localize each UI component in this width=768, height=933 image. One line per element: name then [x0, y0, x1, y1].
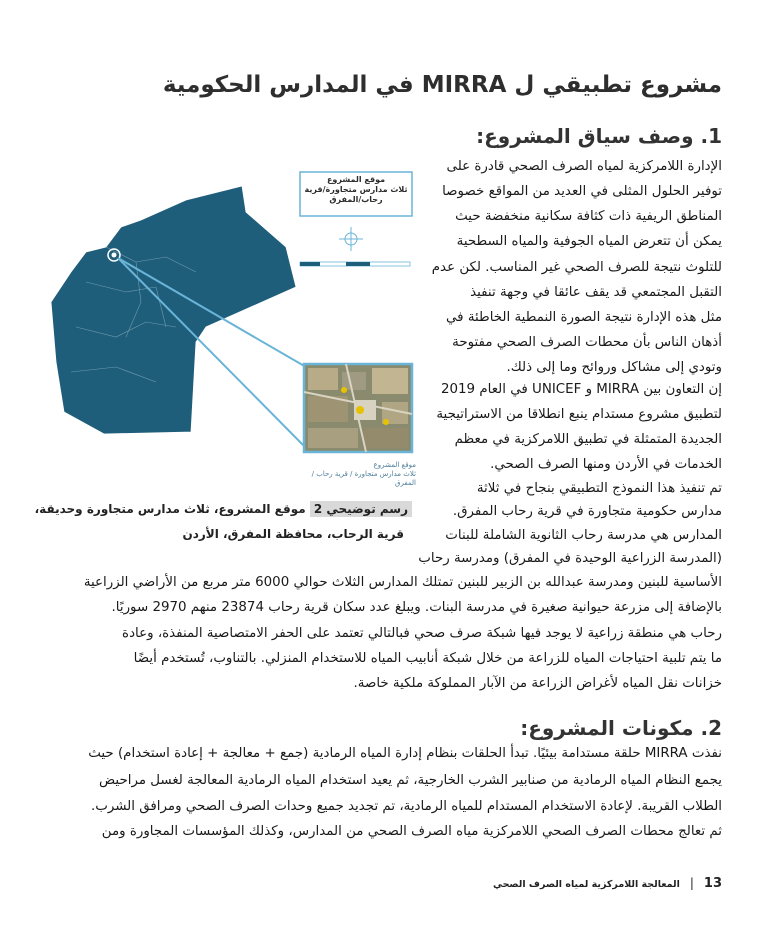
section-1-heading: 1. وصف سياق المشروع:	[476, 124, 722, 148]
figure-label-badge: رسم توضيحي 2	[310, 501, 412, 517]
section-2-line: الطلاب القريبة. لإعادة الاستخدام المستدام للمياه الرمادية، تم تجديد جميع وحدات الصرف الصحي ومرافق الشرب.	[90, 799, 722, 814]
compass-icon	[339, 227, 363, 251]
jordan-map-shape	[51, 186, 296, 434]
callout-line: موقع المشروع	[373, 461, 416, 469]
callout-line: موقع المشروع	[326, 175, 386, 184]
section-1-line: مثل هذه الإدارة نتيجة الصورة النمطية الخاطئة في	[446, 310, 722, 325]
map-callout-bottom	[290, 461, 416, 488]
section-1-line: بالإضافة إلى مزرعة حيوانية صغيرة في مدرسة البنات. ويبلغ عدد سكان قرية رحاب 23874 منهم 2970 سوريًا.	[111, 600, 722, 615]
map-callout-top	[302, 175, 410, 205]
figure-caption-line-2: قرية الرحاب، محافظة المفرق، الأردن	[182, 527, 404, 541]
section-2-line: نفذت MIRRA حلقة مستدامة بيئيًا. تبدأ الحلقات بنظام إدارة المياه الرمادية (جمع + معالجة + إعادة استخدام) حيث	[88, 746, 722, 761]
figure-caption-text: موقع المشروع، ثلاث مدارس متجاورة وحديقة،	[34, 502, 306, 516]
satellite-photo-inset	[304, 364, 412, 452]
section-1-line: رحاب هي منطقة زراعية لا يوجد فيها شبكة صرف صحي فبالتالي تعتمد على الحفر الامتصاصية المنفذة، وعادة	[122, 626, 722, 641]
section-1-line: مدارس حكومية متجاورة في قرية رحاب المفرق.	[452, 504, 722, 519]
figure-caption-line-1	[34, 502, 412, 516]
section-1-line: خزانات نقل المياه لأغراض الزراعة من الآبار المملوكة ملكية خاصة.	[353, 676, 722, 691]
section-1-line: تم تنفيذ هذا النموذج التطبيقي بنجاح في ثلاثة	[476, 481, 722, 496]
callout-line: رحاب/المفرق	[329, 195, 383, 204]
page-footer: 13|المعالجة اللامركزية لمياه الصرف الصحي	[492, 876, 722, 891]
section-1-line: (المدرسة الزراعية الوحيدة في المفرق) ومدرسة رحاب	[418, 551, 722, 566]
callout-line: ثلاث مدارس متجاورة/قرية	[304, 185, 408, 194]
section-1-line: للتلوث نتيجة للصرف الصحي غير المناسب. لكن عدم	[431, 260, 722, 275]
section-1-line: ما يتم تلبية احتياجات المياه للزراعة من خلال شبكة أنابيب المياه للاستخدام المنزلي. بالتناوب، تُستخدم أيضًا	[133, 651, 722, 666]
section-1-line: يمكن أن تتعرض المياه الجوفية والمياه السطحية	[456, 234, 722, 249]
section-1-line: إن التعاون بين MIRRA و UNICEF في العام 2019	[440, 382, 722, 397]
section-1-line: وتودي إلى مشاكل وروائح وما إلى ذلك.	[506, 360, 722, 375]
section-1-line: الأساسية للبنين ومدرسة عبدالله بن الزبير للبنين تمتلك المدارس الثلاث حوالي 6000 متر مربع من الأراضي الزراعية	[83, 575, 722, 590]
section-2-heading: 2. مكونات المشروع:	[520, 716, 722, 740]
footer-text: المعالجة اللامركزية لمياه الصرف الصحي	[492, 879, 680, 890]
section-1-line: لتطبيق مشروع مستدام ينبع انطلاقا من الاستراتيجية	[436, 407, 722, 422]
page-number: 13	[703, 876, 722, 891]
section-1-line: توفير الحلول المثلى في العديد من المواقع خصوصا	[442, 184, 722, 199]
section-1-line: الجديدة المتمثلة في تطبيق اللامركزية في معظم	[454, 432, 722, 447]
section-1-line: المدارس هي مدرسة رحاب الثانوية الشاملة للبنات	[445, 528, 722, 543]
section-1-line: أذهان الناس بأن محطات الصرف الصحي مفتوحة	[452, 335, 722, 350]
section-1-line: الخدمات في الأردن ومنها الصرف الصحي.	[490, 457, 722, 472]
section-2-line: يجمع النظام المياه الرمادية من صنابير الشرب الخارجية، ثم يعيد استخدام المياه الرمادية المعالجة لغسل مراحيض	[99, 773, 722, 788]
section-1-line: التقبل المجتمعي قد يقف عائقا في وجهة تنفيذ	[470, 285, 722, 300]
section-2-line: ثم تعالج محطات الصرف الصحي اللامركزية مياه الصرف الصحي من المدارس، وكذلك المؤسسات المجاورة ومن	[101, 824, 722, 839]
scale-bar-icon	[300, 262, 410, 266]
page-title: مشروع تطبيقي ل MIRRA في المدارس الحكومية	[162, 72, 722, 98]
section-1-line: المناطق الريفية ذات كثافة سكانية منخفضة حيث	[455, 209, 722, 224]
section-1-line: الإدارة اللامركزية لمياه الصرف الصحي قادرة على	[446, 159, 722, 174]
callout-line: ثلاث مدارس متجاورة / قرية رحاب / المفرق	[311, 470, 416, 487]
